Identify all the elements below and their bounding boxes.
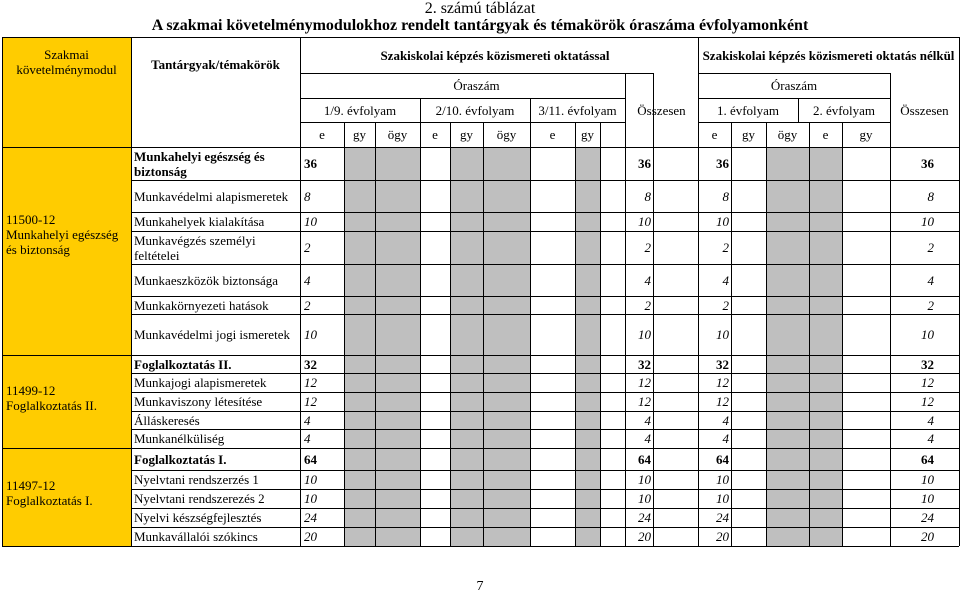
row-label: Foglalkoztatás I. bbox=[134, 451, 227, 467]
evf5-header: 2. évfolyam bbox=[812, 102, 876, 118]
sub-header-gy: gy bbox=[581, 127, 594, 142]
row-sum-2: 2 bbox=[927, 297, 934, 313]
row-sum-1: 4 bbox=[644, 412, 651, 428]
table-caption: 2. számú táblázat bbox=[424, 0, 536, 17]
row-sum-2: 8 bbox=[927, 188, 934, 204]
row-sum-1: 8 bbox=[644, 188, 651, 204]
module-label bbox=[6, 478, 126, 538]
module-name: Munkahelyi egészség és biztonság bbox=[6, 227, 119, 257]
empty-column-fill bbox=[344, 147, 375, 546]
column-divider bbox=[420, 98, 421, 546]
row-sum-2: 10 bbox=[921, 491, 934, 506]
row-value-2: 4 bbox=[722, 412, 729, 428]
empty-column-fill bbox=[575, 147, 600, 546]
column-divider bbox=[798, 98, 799, 122]
row-value-2: 2 bbox=[722, 297, 729, 313]
sub-header-ögy: ögy bbox=[387, 127, 408, 142]
row-label: Munkahelyek kialakítása bbox=[134, 214, 265, 229]
row-label: Munkakörnyezeti hatások bbox=[134, 297, 269, 313]
row-sum-1: 12 bbox=[638, 394, 651, 409]
modul-header: Szakmai követelménymodul bbox=[16, 47, 117, 77]
row-sum-1: 2 bbox=[644, 240, 651, 255]
module-column-fill bbox=[2, 37, 131, 546]
module-name: Foglalkoztatás I. bbox=[6, 493, 93, 508]
row-sum-1: 4 bbox=[644, 431, 651, 446]
sub-header-e: e bbox=[822, 127, 829, 142]
osszesen1-header: Összesen bbox=[637, 102, 686, 118]
row-label: Munkanélküliség bbox=[134, 431, 225, 446]
row-divider bbox=[131, 546, 959, 547]
evf4-header: 1. évfolyam bbox=[716, 102, 780, 118]
header-bottom-border bbox=[2, 147, 959, 148]
table-top-border bbox=[2, 37, 959, 38]
row-label: Munkaeszközök biztonsága bbox=[134, 272, 279, 288]
row-label: Nyelvi készségfejlesztés bbox=[134, 510, 262, 525]
evf1-header: 1/9. évfolyam bbox=[323, 102, 397, 118]
column-divider bbox=[575, 122, 576, 546]
column-divider bbox=[600, 122, 601, 546]
column-divider bbox=[809, 122, 810, 546]
row-sum-2: 10 bbox=[921, 472, 934, 487]
header-line-2b bbox=[698, 98, 890, 99]
row-sum-2: 4 bbox=[927, 272, 934, 288]
row-sum-1: 10 bbox=[638, 327, 651, 342]
row-value-2: 10 bbox=[716, 327, 729, 342]
empty-column-fill bbox=[450, 147, 483, 546]
row-value-2: 4 bbox=[722, 272, 729, 288]
row-label: Munkavédelmi jogi ismeretek bbox=[134, 327, 290, 342]
row-sum-2: 4 bbox=[927, 431, 934, 446]
row-value-1: 12 bbox=[304, 375, 317, 390]
column-divider bbox=[131, 37, 132, 546]
row-value-1: 12 bbox=[304, 394, 317, 409]
column-divider bbox=[766, 122, 767, 546]
sub-header-gy: gy bbox=[353, 127, 366, 142]
row-sum-1: 32 bbox=[638, 356, 651, 372]
empty-column-fill bbox=[483, 147, 530, 546]
table-title: A szakmai követelménymodulokhoz rendelt tantárgyak és témakörök óraszáma évfolyamonként bbox=[151, 17, 809, 34]
row-value-2: 20 bbox=[716, 529, 729, 544]
row-sum-1: 10 bbox=[638, 472, 651, 487]
module-name: Foglalkoztatás II. bbox=[6, 398, 97, 413]
column-divider bbox=[344, 122, 345, 546]
column-divider bbox=[2, 37, 3, 546]
group1-header: Szakiskolai képzés közismereti oktatással bbox=[380, 47, 610, 63]
oraszam2-header: Óraszám bbox=[770, 78, 818, 93]
column-divider bbox=[698, 37, 699, 546]
row-label: Munkavállalói szókincs bbox=[134, 529, 258, 544]
row-label: Munkajogi alapismeretek bbox=[134, 375, 267, 390]
row-value-1: 2 bbox=[304, 240, 311, 255]
sub-header-e: e bbox=[711, 127, 718, 142]
row-value-1: 4 bbox=[304, 431, 311, 446]
row-sum-2: 12 bbox=[921, 375, 934, 390]
row-sum-1: 10 bbox=[638, 214, 651, 229]
column-divider bbox=[625, 73, 626, 546]
row-sum-2: 64 bbox=[921, 451, 934, 467]
row-value-1: 10 bbox=[304, 491, 317, 506]
row-sum-1: 24 bbox=[638, 510, 651, 525]
sub-header-e: e bbox=[432, 127, 438, 142]
column-divider bbox=[450, 122, 451, 546]
row-value-1: 4 bbox=[304, 412, 311, 428]
header-line-2a bbox=[300, 98, 625, 99]
page-number: 7 bbox=[476, 579, 484, 594]
row-value-2: 12 bbox=[716, 375, 729, 390]
row-value-2: 36 bbox=[716, 156, 729, 171]
row-sum-2: 4 bbox=[927, 412, 934, 428]
row-value-2: 64 bbox=[716, 451, 729, 467]
tantargy-header: Tantárgyak/témakörök bbox=[151, 57, 280, 72]
column-divider bbox=[842, 122, 843, 546]
row-sum-2: 10 bbox=[921, 327, 934, 342]
column-divider bbox=[483, 122, 484, 546]
column-divider bbox=[890, 73, 891, 546]
row-sum-1: 10 bbox=[638, 491, 651, 506]
row-value-1: 8 bbox=[304, 188, 311, 204]
row-label: Foglalkoztatás II. bbox=[134, 356, 232, 372]
column-divider bbox=[530, 98, 531, 546]
header-line-1b bbox=[698, 73, 890, 74]
module-code: 11497-12 bbox=[6, 478, 56, 493]
header-line-3b bbox=[698, 122, 890, 123]
row-value-1: 2 bbox=[304, 297, 311, 313]
sub-header-gy: gy bbox=[859, 127, 873, 142]
row-value-1: 10 bbox=[304, 327, 317, 342]
empty-column-fill bbox=[375, 147, 420, 546]
empty-column-fill bbox=[809, 147, 842, 546]
module-code: 11500-12 bbox=[6, 212, 56, 227]
sub-header-ögy: ögy bbox=[777, 127, 798, 142]
row-label: Munkavégzés személyi feltételei bbox=[134, 232, 256, 263]
sub-header-gy: gy bbox=[742, 127, 755, 142]
evf3-header: 3/11. évfolyam bbox=[538, 102, 617, 118]
row-value-1: 32 bbox=[304, 356, 317, 372]
row-label: Munkahelyi egészség és biztonság bbox=[134, 148, 265, 179]
row-sum-1: 64 bbox=[638, 451, 651, 467]
row-value-2: 32 bbox=[716, 356, 729, 372]
row-label: Nyelvtani rendszerezés 2 bbox=[134, 491, 265, 506]
column-divider bbox=[375, 122, 376, 546]
row-value-2: 10 bbox=[716, 491, 729, 506]
row-sum-2: 2 bbox=[927, 240, 934, 255]
row-value-1: 64 bbox=[304, 451, 317, 467]
module-label bbox=[6, 383, 126, 443]
sub-header-ögy: ögy bbox=[496, 127, 517, 142]
module-label bbox=[6, 212, 126, 272]
oraszam1-header: Óraszám bbox=[453, 78, 500, 93]
row-sum-1: 4 bbox=[644, 272, 651, 288]
module-divider bbox=[2, 448, 131, 449]
row-sum-1: 12 bbox=[638, 375, 651, 390]
column-divider bbox=[300, 37, 301, 546]
row-value-2: 10 bbox=[716, 472, 729, 487]
column-divider bbox=[731, 122, 732, 546]
sub-header-e: e bbox=[549, 127, 556, 142]
row-label: Munkavédelmi alapismeretek bbox=[134, 188, 289, 204]
row-sum-1: 36 bbox=[638, 156, 651, 171]
row-sum-2: 10 bbox=[921, 214, 934, 229]
row-sum-2: 12 bbox=[921, 394, 934, 409]
group2-header: Szakiskolai képzés közismereti oktatás nélkül bbox=[702, 47, 955, 63]
header-line-1a bbox=[300, 73, 653, 74]
row-value-1: 10 bbox=[304, 472, 317, 487]
sub-header-gy: gy bbox=[460, 127, 473, 142]
row-value-2: 12 bbox=[716, 394, 729, 409]
row-value-2: 8 bbox=[722, 188, 729, 204]
row-value-2: 4 bbox=[722, 431, 729, 446]
row-value-2: 10 bbox=[716, 214, 729, 229]
row-sum-2: 36 bbox=[921, 156, 934, 171]
module-code: 11499-12 bbox=[6, 383, 56, 398]
row-sum-1: 20 bbox=[638, 529, 651, 544]
module-divider bbox=[2, 546, 131, 547]
row-value-1: 20 bbox=[304, 529, 317, 544]
row-value-1: 24 bbox=[304, 510, 317, 525]
row-sum-2: 32 bbox=[921, 356, 934, 372]
module-divider bbox=[2, 355, 131, 356]
row-value-2: 24 bbox=[716, 510, 729, 525]
sub-header-e: e bbox=[319, 127, 325, 142]
row-sum-2: 20 bbox=[921, 529, 934, 544]
row-label: Munkaviszony létesítése bbox=[134, 394, 263, 409]
row-value-1: 4 bbox=[304, 272, 311, 288]
row-value-1: 10 bbox=[304, 214, 317, 229]
row-label: Nyelvtani rendszerzés 1 bbox=[134, 472, 259, 487]
row-label: Álláskeresés bbox=[134, 412, 200, 428]
evf2-header: 2/10. évfolyam bbox=[435, 102, 515, 118]
header-line-3a bbox=[300, 122, 625, 123]
empty-column-fill bbox=[766, 147, 809, 546]
row-value-1: 36 bbox=[304, 156, 317, 171]
row-value-2: 2 bbox=[722, 240, 729, 255]
row-sum-1: 2 bbox=[644, 297, 651, 313]
column-divider bbox=[653, 73, 654, 546]
row-sum-2: 24 bbox=[921, 510, 934, 525]
osszesen2-header: Összesen bbox=[900, 102, 949, 118]
